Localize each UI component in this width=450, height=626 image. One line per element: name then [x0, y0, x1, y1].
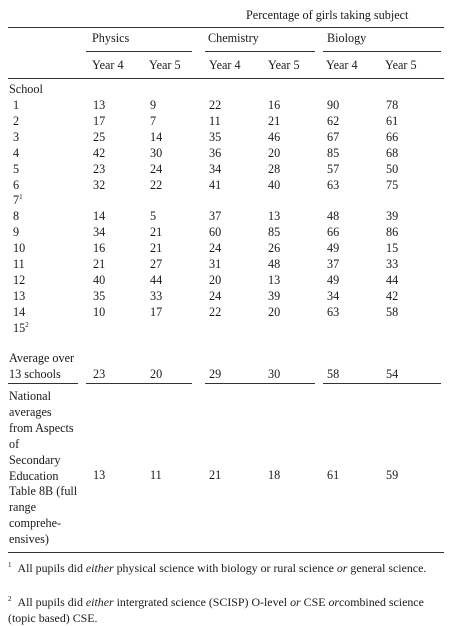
subject-header-physics: Physics — [92, 31, 130, 45]
table-cell: 7 — [150, 113, 157, 128]
row-label: 5 — [13, 161, 20, 176]
table-cell: 85 — [268, 225, 281, 240]
table-cell: 35 — [93, 288, 106, 303]
table-cell: 28 — [268, 161, 281, 176]
table-cell: 9 — [150, 98, 157, 112]
table-cell: 14 — [93, 209, 106, 224]
table-cell: 21 — [268, 113, 281, 128]
table-cell: 66 — [386, 129, 399, 144]
average-rule — [205, 383, 315, 384]
table-cell: 13 — [93, 468, 106, 482]
table-cell: 78 — [386, 98, 399, 112]
table-cell: 40 — [93, 272, 106, 287]
average-label-line: 13 schools — [9, 367, 61, 381]
national-label-line: range — [9, 500, 37, 515]
table-cell: 20 — [150, 367, 163, 381]
table-cell: 22 — [209, 304, 222, 319]
table-cell: 90 — [327, 98, 340, 112]
emphasis-text: or — [290, 595, 301, 609]
year-header: Year 5 — [385, 58, 417, 72]
table-cell: 42 — [93, 145, 106, 160]
table-cell: 31 — [209, 257, 222, 271]
footnote-text: All pupils did — [17, 561, 86, 575]
table-cell: 17 — [93, 113, 106, 128]
national-label-line: National — [9, 389, 51, 403]
row-label: 3 — [13, 129, 20, 144]
table-cell: 42 — [386, 288, 399, 303]
table-cell: 34 — [209, 161, 222, 176]
subject-header-biology: Biology — [327, 31, 367, 45]
table-cell: 20 — [209, 272, 222, 287]
table-cell: 62 — [327, 113, 340, 128]
row-label: 8 — [13, 209, 20, 224]
table-cell: 41 — [209, 177, 222, 192]
table-cell: 85 — [327, 145, 340, 160]
table-cell: 14 — [150, 129, 163, 144]
year-header: Year 4 — [92, 58, 124, 72]
table-cell: 18 — [268, 468, 281, 482]
table-cell: 22 — [150, 177, 163, 192]
table-cell: 58 — [327, 367, 340, 381]
footnote-text: physical science with biology or rural science — [113, 561, 337, 575]
year-header: Year 4 — [326, 58, 358, 72]
table-cell: 36 — [209, 145, 222, 160]
table-cell: 35 — [209, 129, 222, 144]
row-label: 2 — [13, 113, 20, 128]
table-cell: 13 — [268, 272, 281, 287]
table-cell: 49 — [327, 241, 340, 256]
table-cell: 29 — [209, 367, 222, 381]
table-cell: 22 — [209, 98, 222, 112]
year-header: Year 5 — [268, 58, 300, 72]
table-cell: 49 — [327, 272, 340, 287]
top-rule — [8, 27, 444, 28]
table-cell: 15 — [386, 241, 399, 256]
table-cell: 63 — [327, 304, 340, 319]
average-rule — [86, 383, 192, 384]
table-cell: 24 — [209, 241, 222, 256]
row-label: 6 — [13, 177, 20, 192]
national-label-line: Table 8B (full — [9, 484, 78, 499]
table-cell: 13 — [268, 209, 281, 224]
table-cell: 33 — [150, 288, 163, 303]
footnote-text: CSE — [300, 595, 329, 609]
national-label-line: ensives) — [9, 532, 49, 547]
row-label: 1 — [13, 98, 20, 112]
bottom-rule — [8, 552, 444, 553]
footnote-marker: 1 — [8, 561, 12, 570]
national-label-line: averages — [9, 404, 52, 419]
table-cell: 26 — [268, 241, 281, 256]
subject-rule-biology — [323, 51, 441, 52]
footnote-text: All pupils did — [17, 595, 86, 609]
table-cell: 13 — [93, 98, 106, 112]
school-header: School — [9, 82, 43, 96]
table-cell: 61 — [327, 468, 340, 482]
footnote-2 — [8, 594, 444, 626]
footnote-1 — [8, 560, 444, 576]
row-label: 11 — [13, 257, 25, 271]
table-cell: 21 — [93, 257, 106, 271]
national-label-line: of — [9, 436, 20, 451]
footnote-marker: 2 — [25, 320, 29, 329]
table-cell: 20 — [268, 145, 281, 160]
table-cell: 63 — [327, 177, 340, 192]
row-label: 12 — [13, 272, 26, 287]
emphasis-text: either — [85, 561, 114, 575]
table-cell: 37 — [327, 257, 340, 271]
table-cell: 34 — [327, 288, 340, 303]
national-label-line: Education — [9, 468, 59, 483]
table-cell: 21 — [150, 241, 163, 256]
table-cell: 46 — [268, 129, 281, 144]
table-cell: 32 — [93, 177, 106, 192]
table-cell: 23 — [93, 367, 106, 381]
average-rule — [323, 383, 441, 384]
header-rule — [8, 78, 444, 79]
table-cell: 48 — [268, 257, 281, 271]
footnote-text: intergrated science (SCISP) O-level — [113, 595, 291, 609]
average-label-line: Average over — [9, 351, 75, 365]
table-cell: 61 — [386, 113, 399, 128]
table-cell: 58 — [386, 304, 399, 319]
year-header: Year 4 — [209, 58, 241, 72]
table-caption: Percentage of girls taking subject — [246, 8, 409, 22]
table-cell: 50 — [386, 161, 399, 176]
table-cell: 30 — [150, 145, 163, 160]
table-cell: 75 — [386, 177, 399, 192]
emphasis-text: either — [85, 595, 114, 609]
table-cell: 27 — [150, 257, 163, 271]
table-cell: 59 — [386, 468, 399, 482]
row-label: 10 — [13, 241, 26, 256]
table-cell: 5 — [150, 209, 157, 224]
row-label: 4 — [13, 145, 20, 160]
footnote-marker: 1 — [19, 193, 23, 202]
table-cell: 23 — [93, 161, 106, 176]
table-cell: 60 — [209, 225, 222, 240]
emphasis-text: or — [336, 561, 348, 575]
table-cell: 66 — [327, 225, 340, 240]
table-cell: 16 — [93, 241, 106, 256]
footnote-text: combined science (topic based) CSE. — [8, 595, 424, 625]
table-cell: 39 — [268, 288, 281, 303]
table-cell: 44 — [150, 272, 163, 287]
table-cell: 44 — [386, 272, 399, 287]
average-rule — [8, 383, 78, 384]
subject-rule-physics — [86, 51, 192, 52]
national-label-line: from Aspects — [9, 420, 74, 435]
table-cell: 37 — [209, 209, 222, 224]
table-cell: 25 — [93, 129, 106, 144]
table-cell: 40 — [268, 177, 281, 192]
table-cell: 54 — [386, 367, 399, 381]
table-cell: 10 — [93, 304, 106, 319]
table-cell: 21 — [150, 225, 163, 240]
emphasis-text: or — [328, 595, 340, 609]
table-cell: 57 — [327, 161, 340, 176]
table-cell: 17 — [150, 304, 163, 319]
row-label: $15^2$ — [13, 320, 29, 335]
table-cell: 20 — [268, 304, 281, 319]
table-cell: 21 — [209, 468, 222, 482]
national-label-line: Secondary — [9, 452, 61, 467]
subject-rule-chemistry — [205, 51, 315, 52]
table-cell: 48 — [327, 209, 340, 224]
row-label: 9 — [13, 225, 20, 240]
national-label-line: comprehe- — [9, 516, 62, 531]
table-cell: 24 — [209, 288, 222, 303]
table-cell: 39 — [386, 209, 399, 224]
table-cell: 68 — [386, 145, 399, 160]
table-cell: 24 — [150, 161, 163, 176]
year-header: Year 5 — [149, 58, 181, 72]
row-label: 14 — [13, 304, 26, 319]
footnote-marker: 2 — [8, 595, 12, 604]
table-cell: 11 — [150, 468, 162, 482]
subject-header-chemistry: Chemistry — [208, 31, 259, 45]
row-label: 13 — [13, 288, 26, 303]
table-cell: 67 — [327, 129, 340, 144]
table-cell: 11 — [209, 113, 221, 128]
footnote-text: general science. — [347, 561, 427, 575]
table-cell: 16 — [268, 98, 281, 112]
row-label: $7^1$ — [13, 193, 23, 208]
table-cell: 30 — [268, 367, 281, 381]
table-cell: 34 — [93, 225, 106, 240]
table-cell: 33 — [386, 257, 399, 271]
table-cell: 86 — [386, 225, 399, 240]
